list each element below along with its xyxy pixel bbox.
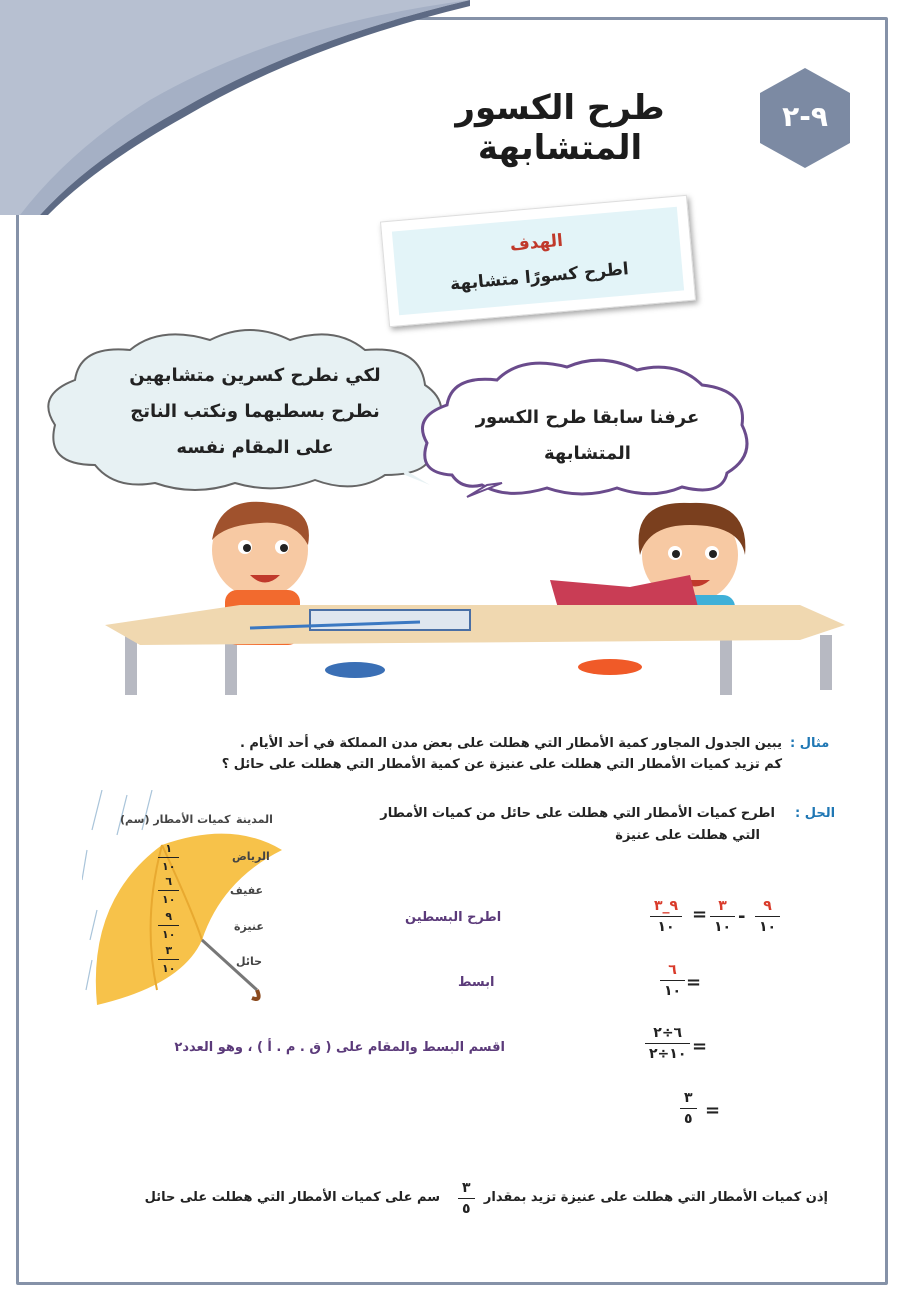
equals-sign-2: =: [686, 972, 702, 993]
fraction-nine-tenths: ٩ ١٠: [755, 898, 780, 935]
goal-title: الهدف: [509, 230, 564, 256]
table-city-riyadh: الرياض: [232, 850, 270, 863]
conclusion-part-2: سم على كميات الأمطار التي هطلت على حائل: [144, 1190, 440, 1205]
table-city-afif: عفيف: [230, 884, 264, 897]
solution-line-1: اطرح كميات الأمطار التي هطلت على حائل من كميات الأمطار: [380, 806, 775, 821]
children-at-desk-illustration: [100, 495, 850, 695]
example-line-1: يبين الجدول المجاور كمية الأمطار التي هطلت على بعض مدن المملكة في أحد الأيام .: [239, 736, 782, 751]
equals-sign-3: =: [692, 1036, 708, 1057]
fraction-three-tenths: ٣ ١٠: [710, 898, 735, 935]
table-fraction-hail: ٣ ١٠: [158, 944, 179, 975]
equals-sign-4: =: [705, 1100, 721, 1121]
solution-line-2: التي هطلت على عنيزة: [615, 828, 760, 843]
fraction-difference: ٩_٣ ١٠: [650, 898, 682, 935]
example-label: مثال :: [790, 736, 830, 751]
conclusion-part-1: إذن كميات الأمطار التي هطلت على عنيزة تزيد بمقدار: [483, 1190, 828, 1205]
table-header-city: المدينة: [236, 813, 273, 826]
table-city-unaizah: عنيزة: [234, 920, 264, 933]
step-subtract-numerators: اطرح البسطين: [405, 910, 502, 925]
fraction-three-fifths: ٣ ٥: [680, 1090, 697, 1127]
minus-sign: -: [738, 906, 746, 927]
table-header-rain: كميات الأمطار (سم): [120, 813, 231, 826]
fraction-six-tenths: ٦ ١٠: [660, 962, 685, 999]
fraction-divided: ٦÷٢ ١٠÷٢: [645, 1025, 690, 1062]
conclusion-fraction: ٣ ٥: [458, 1180, 475, 1217]
solution-label: الحل :: [795, 806, 836, 821]
goal-text: اطرح كسورًا متشابهة: [449, 259, 630, 295]
table-fraction-riyadh: ١ ١٠: [158, 842, 179, 873]
table-city-hail: حائل: [236, 955, 263, 968]
table-fraction-unaizah: ٩ ١٠: [158, 910, 179, 941]
step-divide-gcf: اقسم البسط والمقام على ( ق . م . أ ) ، وهو العدد٢: [174, 1040, 505, 1055]
example-line-2: كم تزيد كميات الأمطار التي هطلت على عنيزة عن كمية الأمطار التي هطلت على حائل ؟: [221, 757, 782, 772]
step-simplify: ابسط: [458, 975, 495, 990]
cloud-right-text: عرفنا سابقا طرح الكسور المتشابهة: [475, 407, 700, 464]
cloud-left-text: لكي نطرح كسرين متشابهين نطرح بسطيهما ونكتب الناتج على المقام نفسه: [129, 365, 381, 458]
page-title: طرح الكسور المتشابهة: [455, 88, 665, 168]
lesson-number: ٩-٢: [782, 100, 828, 133]
table-fraction-afif: ٦ ١٠: [158, 875, 179, 906]
equals-sign-1: =: [692, 904, 708, 925]
